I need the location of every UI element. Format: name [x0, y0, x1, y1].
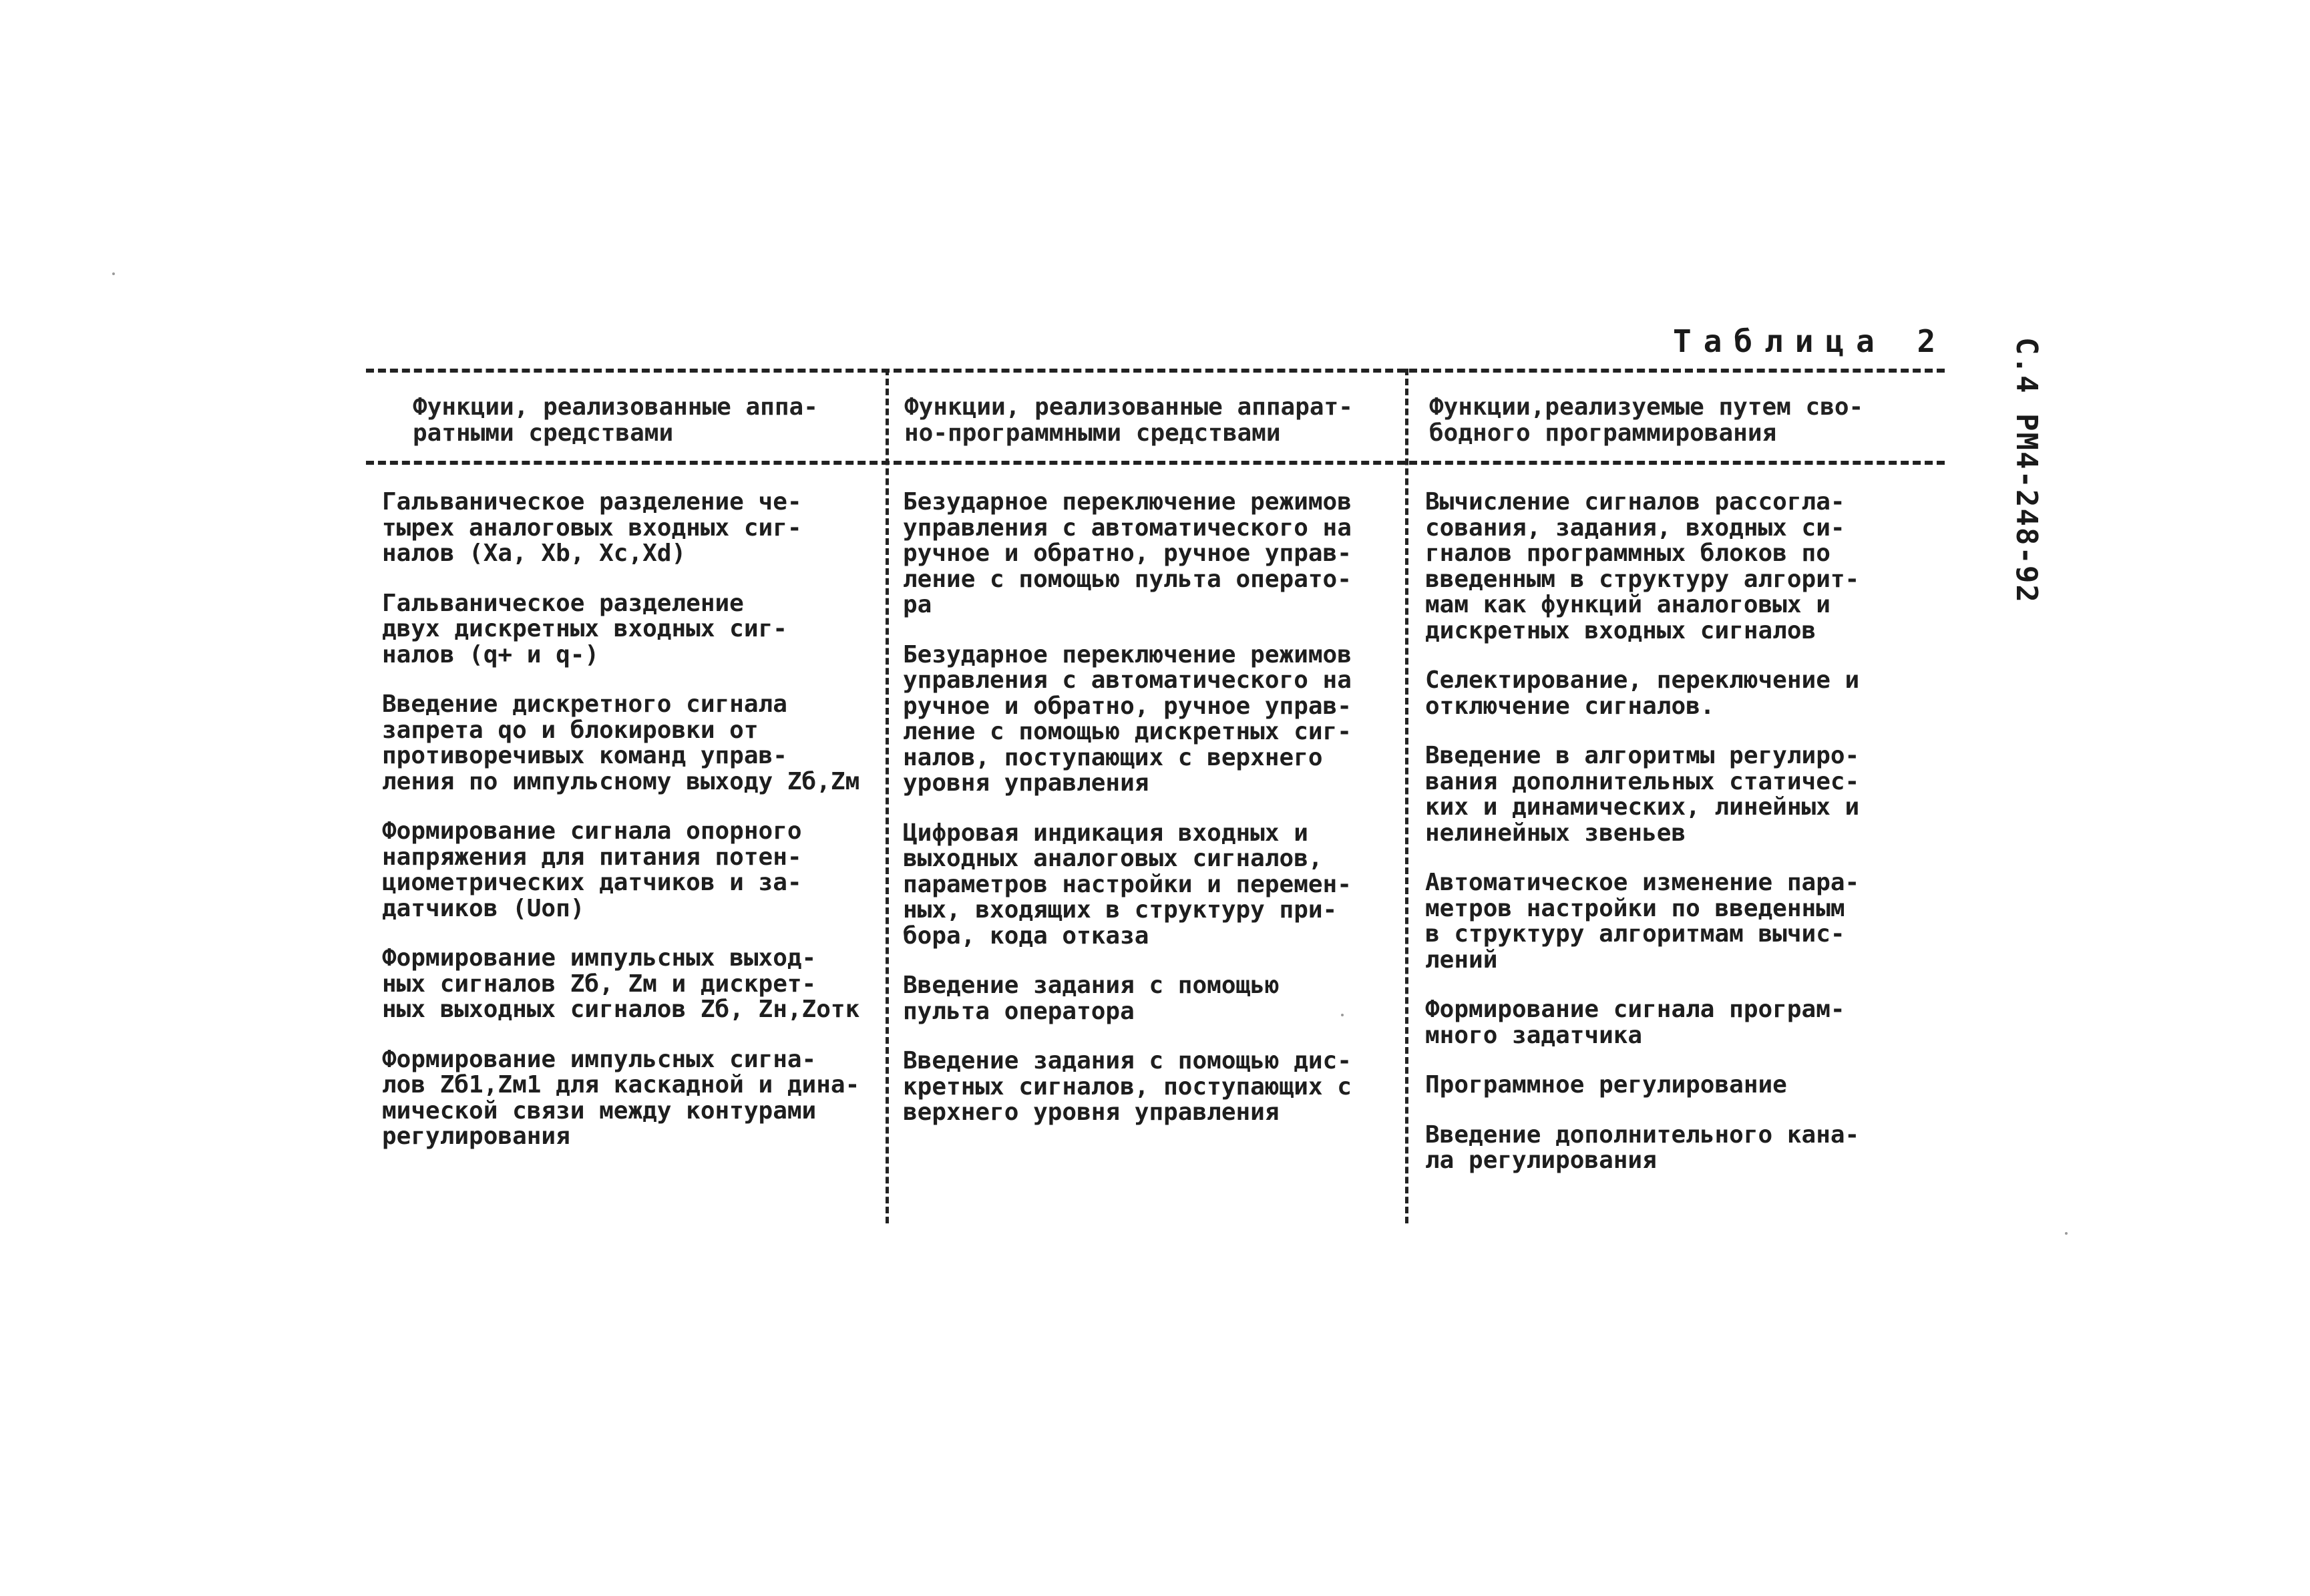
column-divider-1: [886, 369, 889, 1223]
table-cell: Формирование импульсных сигна- лов Zб1,Zм1 для каскадной и дина- мической связи между контурами регулирования: [382, 1045, 860, 1150]
table-header-rule: [366, 461, 1945, 465]
table-cell: Автоматическое изменение пара- метров настройки по введенным в структуру алгоритмам вычис- лений: [1425, 869, 1860, 974]
table-cell: Вычисление сигналов рассогла- сования, задания, входных си- гналов программных блоков по введенным в структуру алгорит- мам как функций аналоговых и дискретных входных сигналов: [1425, 488, 1860, 644]
scan-speck: [1341, 1014, 1344, 1016]
column-hardware-cells: [382, 489, 876, 1174]
table-cell: Введение задания с помощью дис- кретных сигналов, поступающих с верхнего уровня управления: [903, 1047, 1352, 1126]
column-header-free-programming: Функции,реализуемые путем сво- бодного программирования: [1429, 393, 1864, 447]
table-cell: Программное регулирование: [1425, 1071, 1787, 1099]
table-cell: Формирование сигнала опорного напряжения для питания потен- циометрических датчиков и за- датчиков (Uоп): [382, 817, 802, 922]
scan-speck: [112, 272, 115, 275]
table-cell: Введение дискретного сигнала запрета qо и блокировки от противоречивых команд управ- ления по импульсному выходу Zб,Zм: [382, 690, 860, 795]
table-cell: Безударное переключение режимов управления с автоматического на ручное и обратно, ручное управ- ление с помощью дискретных сиг- налов, поступающих с верхнего уровня управления: [903, 640, 1352, 797]
column-free-programming-cells: [1425, 489, 1939, 1198]
column-header-hardware: Функции, реализованные аппа- ратными средствами: [413, 393, 818, 447]
table-cell: Селектирование, переключение и отключение сигналов.: [1425, 666, 1860, 720]
page-side-label: С.4 РМ4-248-92: [2009, 337, 2044, 604]
table-title: Таблица 2: [1673, 323, 1948, 359]
table-cell: Безударное переключение режимов управления с автоматического на ручное и обратно, ручное управ- ление с помощью пульта операто- ра: [903, 488, 1352, 618]
column-divider-2: [1405, 369, 1408, 1223]
table-cell: Цифровая индикация входных и выходных аналоговых сигналов, параметров настройки и перемен- ных, входящих в структуру при- бора, кода отказа: [903, 819, 1352, 950]
table-cell: Гальваническое разделение че- тырех аналоговых входных сиг- налов (Xa, Xb, Xc,Xd): [382, 488, 802, 567]
table-top-rule: [366, 369, 1945, 373]
table-cell: Формирование сигнала програм- много задатчика: [1425, 996, 1845, 1049]
table-cell: Формирование импульсных выход- ных сигналов Zб, Zм и дискрет- ных выходных сигналов Zб, Zн,Zотк: [382, 944, 860, 1023]
scan-speck: [2065, 1232, 2068, 1235]
column-hardware-software-cells: [903, 489, 1400, 1150]
table-cell: Введение в алгоритмы регулиро- вания дополнительных статичес- ких и динамических, линейных и нелинейных звеньев: [1425, 742, 1860, 847]
table-cell: Гальваническое разделение двух дискретных входных сиг- налов (q+ и q-): [382, 589, 787, 668]
table-cell: Введение дополнительного кана- ла регулирования: [1425, 1121, 1860, 1174]
table-cell: Введение задания с помощью пульта оператора: [903, 972, 1280, 1025]
column-header-hardware-software: Функции, реализованные аппарат- но-программными средствами: [904, 393, 1353, 447]
